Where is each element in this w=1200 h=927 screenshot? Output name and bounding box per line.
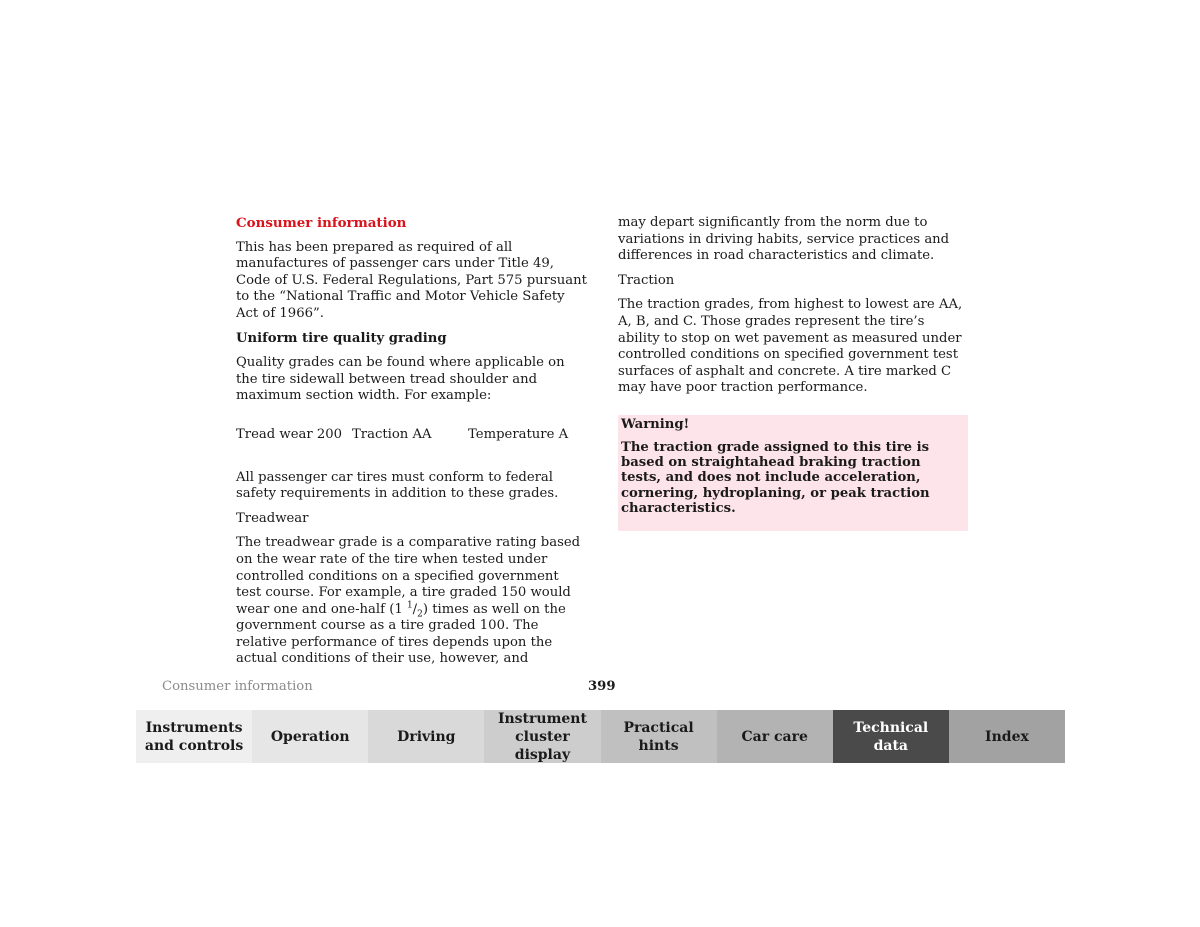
warning-body: The traction grade assigned to this tire is based on straightahead braking traction tests, and does not include acceleration, cornering, hydroplaning, or peak traction characteristics. <box>621 439 930 517</box>
example-tread-wear: Tread wear 200 <box>236 426 343 442</box>
traction-heading: Traction <box>618 272 675 288</box>
tab-label: Technical data <box>853 719 929 754</box>
chapter-nav-tabs <box>136 710 1065 763</box>
tab-instruments-and-controls[interactable] <box>136 710 252 763</box>
treadwear-paragraph <box>236 535 588 668</box>
fraction-slash: / <box>412 601 418 617</box>
footer-section-label: Consumer information <box>162 679 313 694</box>
treadwear-text-part1: The treadwear grade is a comparative rating based on the wear rate of the tire when tested under controlled conditions on a specified government test course. For example, a tire graded 150 would wear one and one-half (1 <box>236 535 581 617</box>
tab-label: Practical hints <box>623 719 694 754</box>
tab-car-care[interactable] <box>717 710 833 763</box>
page-number: 399 <box>588 679 616 694</box>
right-column <box>618 215 968 531</box>
warning-box <box>618 415 968 531</box>
tab-label: Operation <box>270 728 350 745</box>
tab-label: Instrument cluster display <box>497 710 587 763</box>
conform-paragraph: All passenger car tires must conform to federal safety requirements in addition to these grades. <box>236 469 559 502</box>
left-column <box>236 215 588 676</box>
tab-operation[interactable] <box>252 710 368 763</box>
tab-label: Instruments and controls <box>144 719 244 754</box>
treadwear-heading: Treadwear <box>236 510 309 526</box>
tab-label: Driving <box>397 728 456 745</box>
example-traction: Traction AA <box>352 426 432 442</box>
tab-instrument-cluster-display[interactable] <box>484 710 600 763</box>
grade-example-row <box>236 427 588 444</box>
treadwear-text-part2: ) times as well on the government course as a tire graded 100. The relative performance of tires depends upon the actual conditions of their use, however, and <box>236 601 566 667</box>
tab-index[interactable] <box>949 710 1065 763</box>
fraction-denominator: 2 <box>417 609 423 620</box>
tab-technical-data[interactable] <box>833 710 949 763</box>
fraction-numerator: 1 <box>406 600 413 611</box>
traction-paragraph: The traction grades, from highest to lowest are AA, A, B, and C. Those grades represent the tire’s ability to stop on wet pavement as measured under controlled conditions on specified government test surfaces of asphalt and concrete. A tire marked C may have poor traction performance. <box>618 297 963 396</box>
section-title: Consumer information <box>236 215 407 231</box>
tab-practical-hints[interactable] <box>601 710 717 763</box>
subheading-tire-quality-grading: Uniform tire quality grading <box>236 330 447 346</box>
tab-label: Car care <box>741 728 808 745</box>
tab-label: Index <box>985 728 1029 745</box>
warning-title: Warning! <box>621 416 690 432</box>
tab-driving[interactable] <box>368 710 484 763</box>
continuation-paragraph: may depart significantly from the norm due to variations in driving habits, service practices and differences in road characteristics and climate. <box>618 215 950 264</box>
example-temperature: Temperature A <box>468 426 569 442</box>
intro-paragraph: This has been prepared as required of all manufactures of passenger cars under Title 49, Code of U.S. Federal Regulations, Part 575 pursuant to the “National Traffic and Motor Vehicle Safety Act of 1966”. <box>236 239 587 321</box>
quality-grades-paragraph: Quality grades can be found where applicable on the tire sidewall between tread shoulder and maximum section width. For example: <box>236 355 565 404</box>
